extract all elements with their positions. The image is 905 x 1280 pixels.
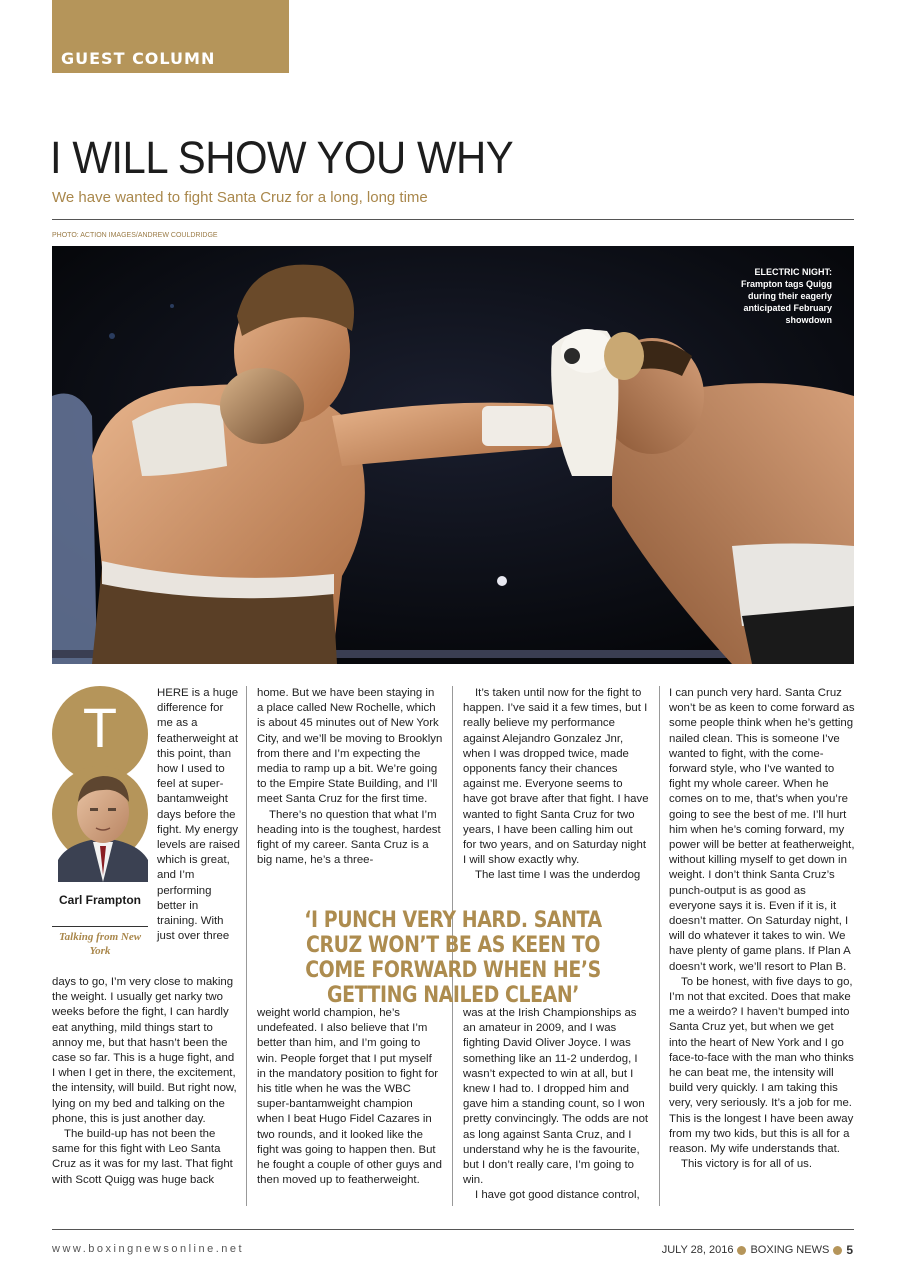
column-3-top <box>463 686 649 884</box>
paragraph: I can punch very hard. Santa Cruz won’t be as keen to come forward as some people think when he’s getting nailed clean. This is someone I’ve wanted to fight, with the come-forward style, who I’ve wanted to fight my whole career. When he comes on to me, that’s when you’re going to see the best of me. I’ll hurt him when he’s coming forward, my power will be better at featherweight, without killing myself to get down in weight. I don’t think Santa Cruz’s punch-output is as good as everyone says it is. Even if it is, it doesn’t matter. On Saturday night, I will do whatever it takes to win. We have plenty of game plans. If Plan A doesn’t work, we’ll resort to Plan B. <box>669 687 855 973</box>
author-name: Carl Frampton <box>58 893 141 907</box>
column-divider <box>659 686 660 1206</box>
page-number: 5 <box>846 1243 853 1257</box>
photo-credit: PHOTO: ACTION IMAGES/ANDREW COULDRIDGE <box>52 232 218 239</box>
column-1-top <box>157 686 241 944</box>
paragraph: The last time I was the underdog <box>475 869 641 882</box>
paragraph: This victory is for all of us. <box>681 1158 813 1171</box>
divider <box>52 219 854 220</box>
dot-icon <box>833 1246 842 1255</box>
caption-label: ELECTRIC NIGHT: <box>754 267 832 277</box>
dot-icon <box>737 1246 746 1255</box>
pull-quote: ‘I PUNCH VERY HARD. SANTA CRUZ WON’T BE AS KEEN TO COME FORWARD WHEN HE’S GETTING NAILED CLEAN’ <box>304 908 602 1008</box>
column-1-bottom <box>52 975 238 1188</box>
footer-url: www.boxingnewsonline.net <box>52 1243 245 1255</box>
author-location: Talking from New York <box>58 931 142 957</box>
publication-name: BOXING NEWS <box>750 1244 830 1256</box>
column-divider <box>246 686 247 1206</box>
section-label: GUEST COLUMN <box>52 0 289 73</box>
paragraph: There’s no question that what I’m heading into is the toughest, hardest fight of my career. Santa Cruz is a big name, he’s a three- <box>257 808 441 867</box>
caption-text: Frampton tags Quigg during their eagerly anticipated February showdown <box>741 279 832 325</box>
paragraph: To be honest, with five days to go, I’m not that excited. Does that make me a weirdo? I haven’t bumped into Santa Cruz yet, but when we get into the heart of New York and I go face-to-face with the man who thinks he can beat me, the intensity will build very quickly. I am taking this very, very seriously. It’s a job for me. This is the longest I have been away from my two kids, but this is all for a reason. My wife understands that. <box>669 975 854 1156</box>
footer-folio <box>662 1243 853 1257</box>
column-2-bottom <box>257 1006 443 1188</box>
column-2-top <box>257 686 443 868</box>
paragraph: was at the Irish Championships as an amateur in 2009, and I was fighting David Oliver Joyce. I was something like an 11-2 underdog, I wasn’t expected to win at all, but I knew I had to. I dropped him and gave him a standing count, so I won pretty convincingly. The odds are not as long against Santa Cruz, and I understand why he is the favourite, but I don’t really care, I’m going to win. <box>463 1007 649 1187</box>
paragraph: It’s taken until now for the fight to happen. I’ve said it a few times, but I really believe my performance against Alejandro Gonzalez Jnr, when I was dropped twice, made opponents fancy their chances against me. Everyone seems to have got brave after that fight. I have wanted to fight Santa Cruz for two years, I have been calling him out for two years, and on Saturday night I will show exactly why. <box>463 687 649 867</box>
paragraph: days to go, I’m very close to making the weight. I usually get narky two weeks before the fight, I can hardly eat anything, mild things start to annoy me, but that hasn’t been the case so far. This is a huge fight, and I when I get in there, the excitement, the intensity, will build. But right now, lying on my bed and talking on the phone, this is just another day. <box>52 976 237 1125</box>
paragraph: I have got good distance control, <box>475 1189 640 1202</box>
column-3-bottom <box>463 1006 649 1204</box>
paragraph: weight world champion, he’s undefeated. I also believe that I’m better than him, and I’m going to win. People forget that I put myself in the mandatory position to fight for his title when he was the WBC super-bantamweight champion when I beat Hugo Fidel Cazares in two rounds, and it looked like the fight was going to happen then. But he fought a couple of other guys and then moved up to featherweight. <box>257 1007 442 1187</box>
standfirst: We have wanted to fight Santa Cruz for a long, long time <box>52 189 428 206</box>
headline: I WILL SHOW YOU WHY <box>50 132 514 183</box>
paragraph: home. But we have been staying in a place called New Rochelle, which is about 45 minutes out of New York City, and we’ll be moving to Brooklyn from there and I’m expecting the media to ramp up a bit. We’re going to the Empire State Building, and I’ll meet Santa Cruz for the first time. <box>257 687 443 806</box>
column-4 <box>669 686 855 1173</box>
paragraph: HERE is a huge difference for me as a featherweight at this point, than how I used to feel at super-bantamweight days before the fight. My energy levels are raised which is great, and I’m performing better in training. With just over three <box>157 687 240 943</box>
footer-divider <box>52 1229 854 1230</box>
author-portrait-icon <box>58 750 148 882</box>
main-photo <box>52 246 854 664</box>
byline-divider <box>52 926 148 927</box>
photo-caption <box>712 266 832 326</box>
drop-cap-letter: T <box>82 696 118 759</box>
paragraph: The build-up has not been the same for this fight with Leo Santa Cruz as it was for my last. That fight with Scott Quigg was huge back <box>52 1128 233 1186</box>
avatar <box>58 750 148 882</box>
issue-date: JULY 28, 2016 <box>661 1244 734 1256</box>
